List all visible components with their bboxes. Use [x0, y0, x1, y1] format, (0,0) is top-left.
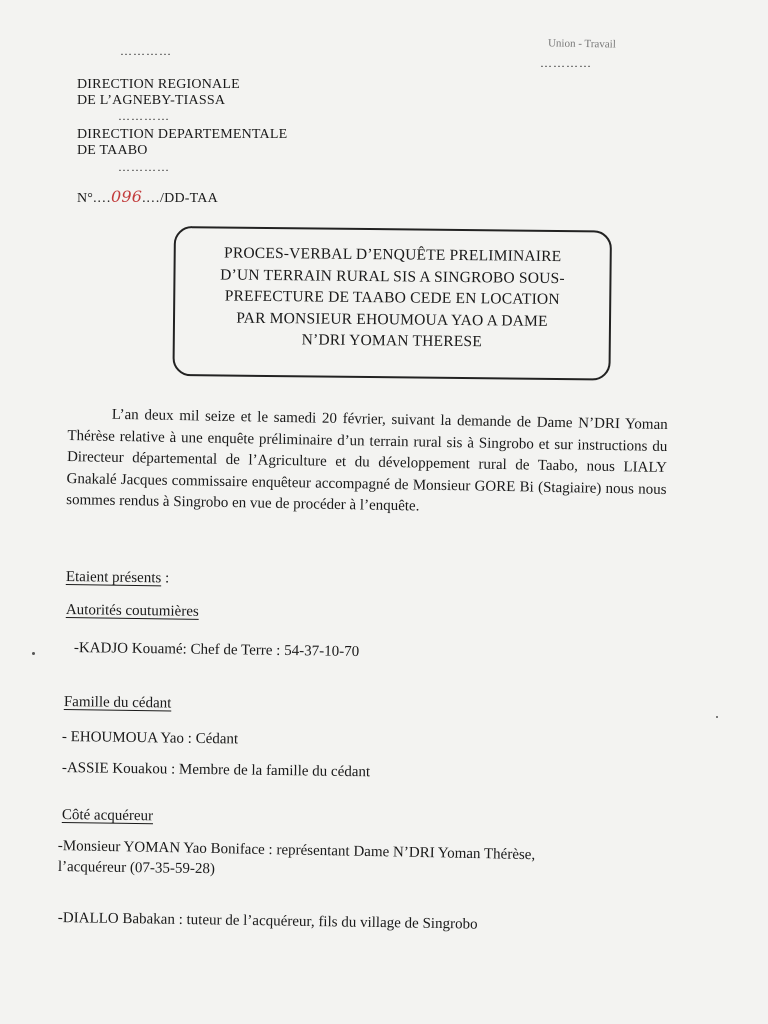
region-dots: ………… [118, 109, 170, 123]
title-box [172, 226, 612, 381]
family-heading: Famille du cédant [63, 694, 172, 712]
reference-dots-before: … [96, 191, 112, 206]
buyer-entry: -Monsieur YOMAN Yao Boniface : représentant Dame N’DRI Yoman Thérèse, [57, 838, 536, 864]
family-entry: -ASSIE Kouakou : Membre de la famille du cédant [61, 760, 371, 781]
reference-handwritten-number: 096 [111, 187, 143, 206]
reference-suffix: .…/DD-TAA [142, 191, 218, 206]
present-heading [66, 569, 170, 587]
title-line: PREFECTURE DE TAABO CEDE EN LOCATION [224, 287, 560, 309]
department-line-1: DIRECTION DEPARTEMENTALE [77, 127, 288, 142]
header-dots-top-left: ………… [120, 44, 172, 58]
body-text: L’an deux mil seize et le samedi 20 février, suivant la demande de Dame N’DRI Yoman Thérèse relative à une enquête préliminaire d’un terrain rural sis à Singrobo et sur instructions du Directeur départemental de l’Agriculture et du développement rural de Taabo, nous LIALY Gnakalé Jacques commissaire enquêteur accompagné de Monsieur GORE Bi (Stagiaire) nous nous sommes rendus à Singrobo en vue de procéder à l’enquête. [66, 406, 668, 515]
scan-speck [716, 716, 718, 718]
paragraph-indent [68, 418, 112, 419]
header-dots-top-right: ………… [540, 56, 592, 70]
region-line-2: DE L’AGNEBY-TIASSA [77, 93, 226, 108]
buyer-entry: -DIALLO Babakan : tuteur de l’acquéreur, fils du village de Singrobo [57, 910, 478, 933]
region-line-1: DIRECTION REGIONALE [77, 77, 240, 92]
customary-authority-entry: -KADJO Kouamé: Chef de Terre : 54-37-10-70 [73, 640, 360, 660]
title-line: PAR MONSIEUR EHOUMOUA YAO A DAME [236, 309, 548, 330]
reference-number [77, 188, 218, 207]
family-entry: - EHOUMOUA Yao : Cédant [61, 729, 239, 748]
reference-prefix: N°. [77, 191, 97, 206]
title-line: D’UN TERRAIN RURAL SIS A SINGROBO SOUS- [220, 265, 565, 287]
scan-speck [32, 652, 35, 655]
department-line-2: DE TAABO [77, 143, 148, 158]
title-line: PROCES-VERBAL D’ENQUÊTE PRELIMINAIRE [223, 244, 562, 266]
buyer-heading: Côté acquéreur [61, 807, 154, 825]
title-line: N’DRI YOMAN THERESE [301, 331, 483, 351]
customary-authorities-heading: Autorités coutumières [65, 602, 199, 620]
buyer-entry: l’acquéreur (07-35-59-28) [57, 859, 216, 878]
body-paragraph [66, 404, 668, 522]
department-dots: ………… [118, 160, 170, 174]
present-heading-label: Etaient présents [65, 569, 162, 587]
document-title [175, 242, 610, 354]
top-right-fragment: Union - Travail [547, 37, 616, 51]
present-heading-colon: : [161, 570, 170, 587]
